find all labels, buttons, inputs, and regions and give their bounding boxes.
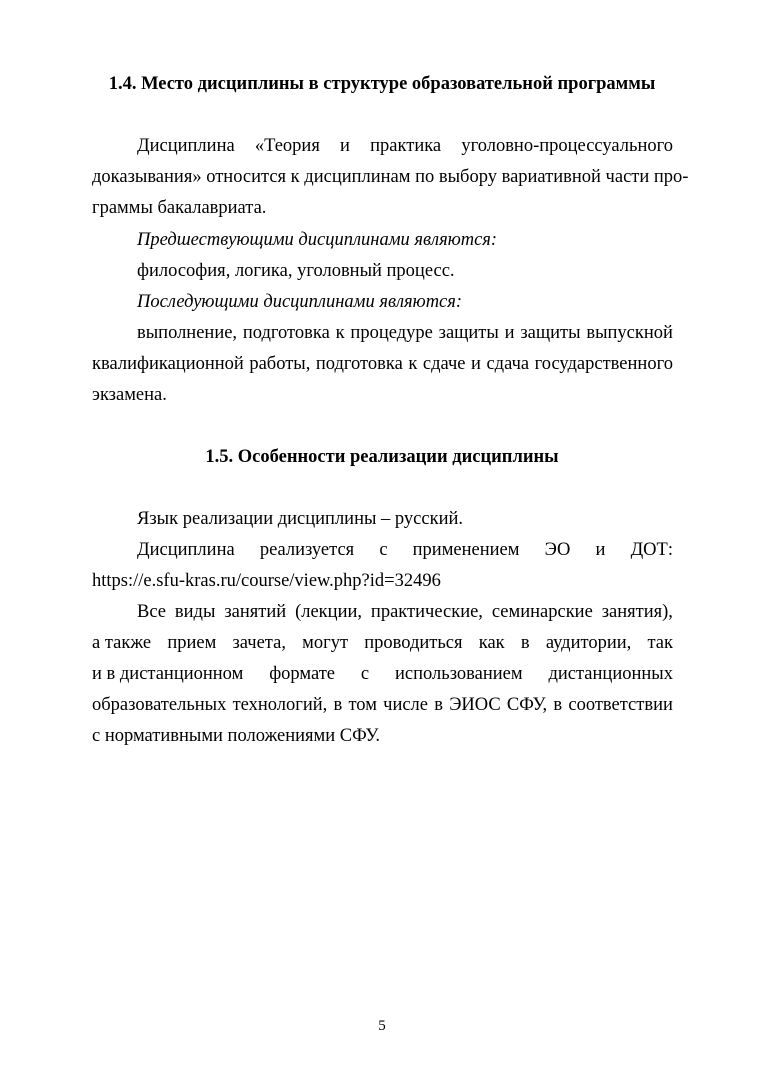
word: и	[504, 323, 515, 343]
classes-paragraph-line-2	[92, 631, 673, 655]
word: занятия),	[601, 602, 673, 622]
word: применением	[412, 540, 520, 560]
word: работы,	[249, 354, 311, 374]
language-line: Язык реализации дисциплины – русский.	[137, 509, 464, 529]
word: могут	[302, 633, 349, 653]
word: проводиться	[364, 633, 463, 653]
section-1-4-heading: 1.4. Место дисциплины в структуре образовательной программы	[108, 74, 656, 94]
word: так	[647, 633, 673, 653]
word: подготовка	[315, 354, 403, 374]
classes-paragraph-line-1	[137, 600, 673, 624]
word: использованием	[395, 664, 523, 684]
word: государственного	[534, 354, 673, 374]
word: Дисциплина	[137, 540, 235, 560]
word: зачета,	[232, 633, 286, 653]
page-number: 5	[378, 1018, 386, 1034]
word: как	[478, 633, 505, 653]
word: а также	[92, 633, 152, 653]
word: Все	[137, 602, 166, 622]
word: занятий	[224, 602, 287, 622]
word: технологий,	[232, 695, 328, 715]
following-disciplines-line-2	[92, 352, 673, 376]
word: ДОТ:	[630, 540, 673, 560]
word: в	[434, 695, 443, 715]
word: сдача	[486, 354, 530, 374]
classes-paragraph-line-4	[92, 693, 673, 717]
word: формате	[269, 664, 336, 684]
word: и	[595, 540, 606, 560]
word: том	[348, 695, 377, 715]
course-url: https://e.sfu-kras.ru/course/view.php?id=32496	[92, 571, 441, 591]
word: виды	[174, 602, 216, 622]
word: и	[471, 354, 481, 374]
word: реализуется	[259, 540, 355, 560]
discipline-paragraph-line-2: доказывания» относится к дисциплинам по выбору вариативной части про-	[92, 167, 689, 187]
word: ЭИОС	[449, 695, 501, 715]
word: и в дистанционном	[92, 664, 244, 684]
word: к	[335, 323, 345, 343]
word: к	[408, 354, 418, 374]
distance-learning-line-1	[137, 538, 673, 562]
word: Дисциплина	[137, 136, 235, 156]
word: практика	[370, 136, 442, 156]
word: в	[553, 695, 563, 715]
word: ЭО	[544, 540, 571, 560]
word: выполнение,	[137, 323, 238, 343]
word: и	[340, 136, 350, 156]
word: в	[520, 633, 530, 653]
discipline-paragraph-line-3: граммы бакалавриата.	[92, 198, 267, 218]
discipline-paragraph-line-1	[137, 134, 673, 158]
following-disciplines-line-3: экзамена.	[92, 385, 167, 405]
preceding-disciplines-list: философия, логика, уголовный процесс.	[137, 261, 455, 281]
word: выпускной	[586, 323, 673, 343]
classes-paragraph-line-5: с нормативными положениями СФУ.	[92, 726, 381, 746]
word: защиты	[520, 323, 581, 343]
word: квалификационной	[92, 354, 244, 374]
word: числе	[383, 695, 428, 715]
word: процедуре	[350, 323, 433, 343]
word: (лекции,	[295, 602, 362, 622]
word: с	[360, 664, 370, 684]
word: прием	[167, 633, 217, 653]
word: аудитории,	[545, 633, 632, 653]
following-disciplines-line-1	[137, 321, 673, 345]
word: в	[333, 695, 343, 715]
classes-paragraph-line-3	[92, 662, 673, 686]
word: дистанционных	[548, 664, 673, 684]
word: семинарские	[491, 602, 593, 622]
preceding-disciplines-label: Предшествующими дисциплинами являются:	[137, 230, 498, 250]
following-disciplines-label: Последующими дисциплинами являются:	[137, 292, 463, 312]
word: подготовка	[242, 323, 330, 343]
word: защиты	[438, 323, 499, 343]
word: практические,	[370, 602, 483, 622]
word: уголовно-процессуального	[461, 136, 673, 156]
word: сдаче	[422, 354, 466, 374]
section-1-5-heading: 1.5. Особенности реализации дисциплины	[205, 447, 559, 467]
word: с	[379, 540, 388, 560]
word: образовательных	[92, 695, 227, 715]
word: СФУ,	[506, 695, 548, 715]
word: «Теория	[254, 136, 320, 156]
word: соответствии	[568, 695, 673, 715]
